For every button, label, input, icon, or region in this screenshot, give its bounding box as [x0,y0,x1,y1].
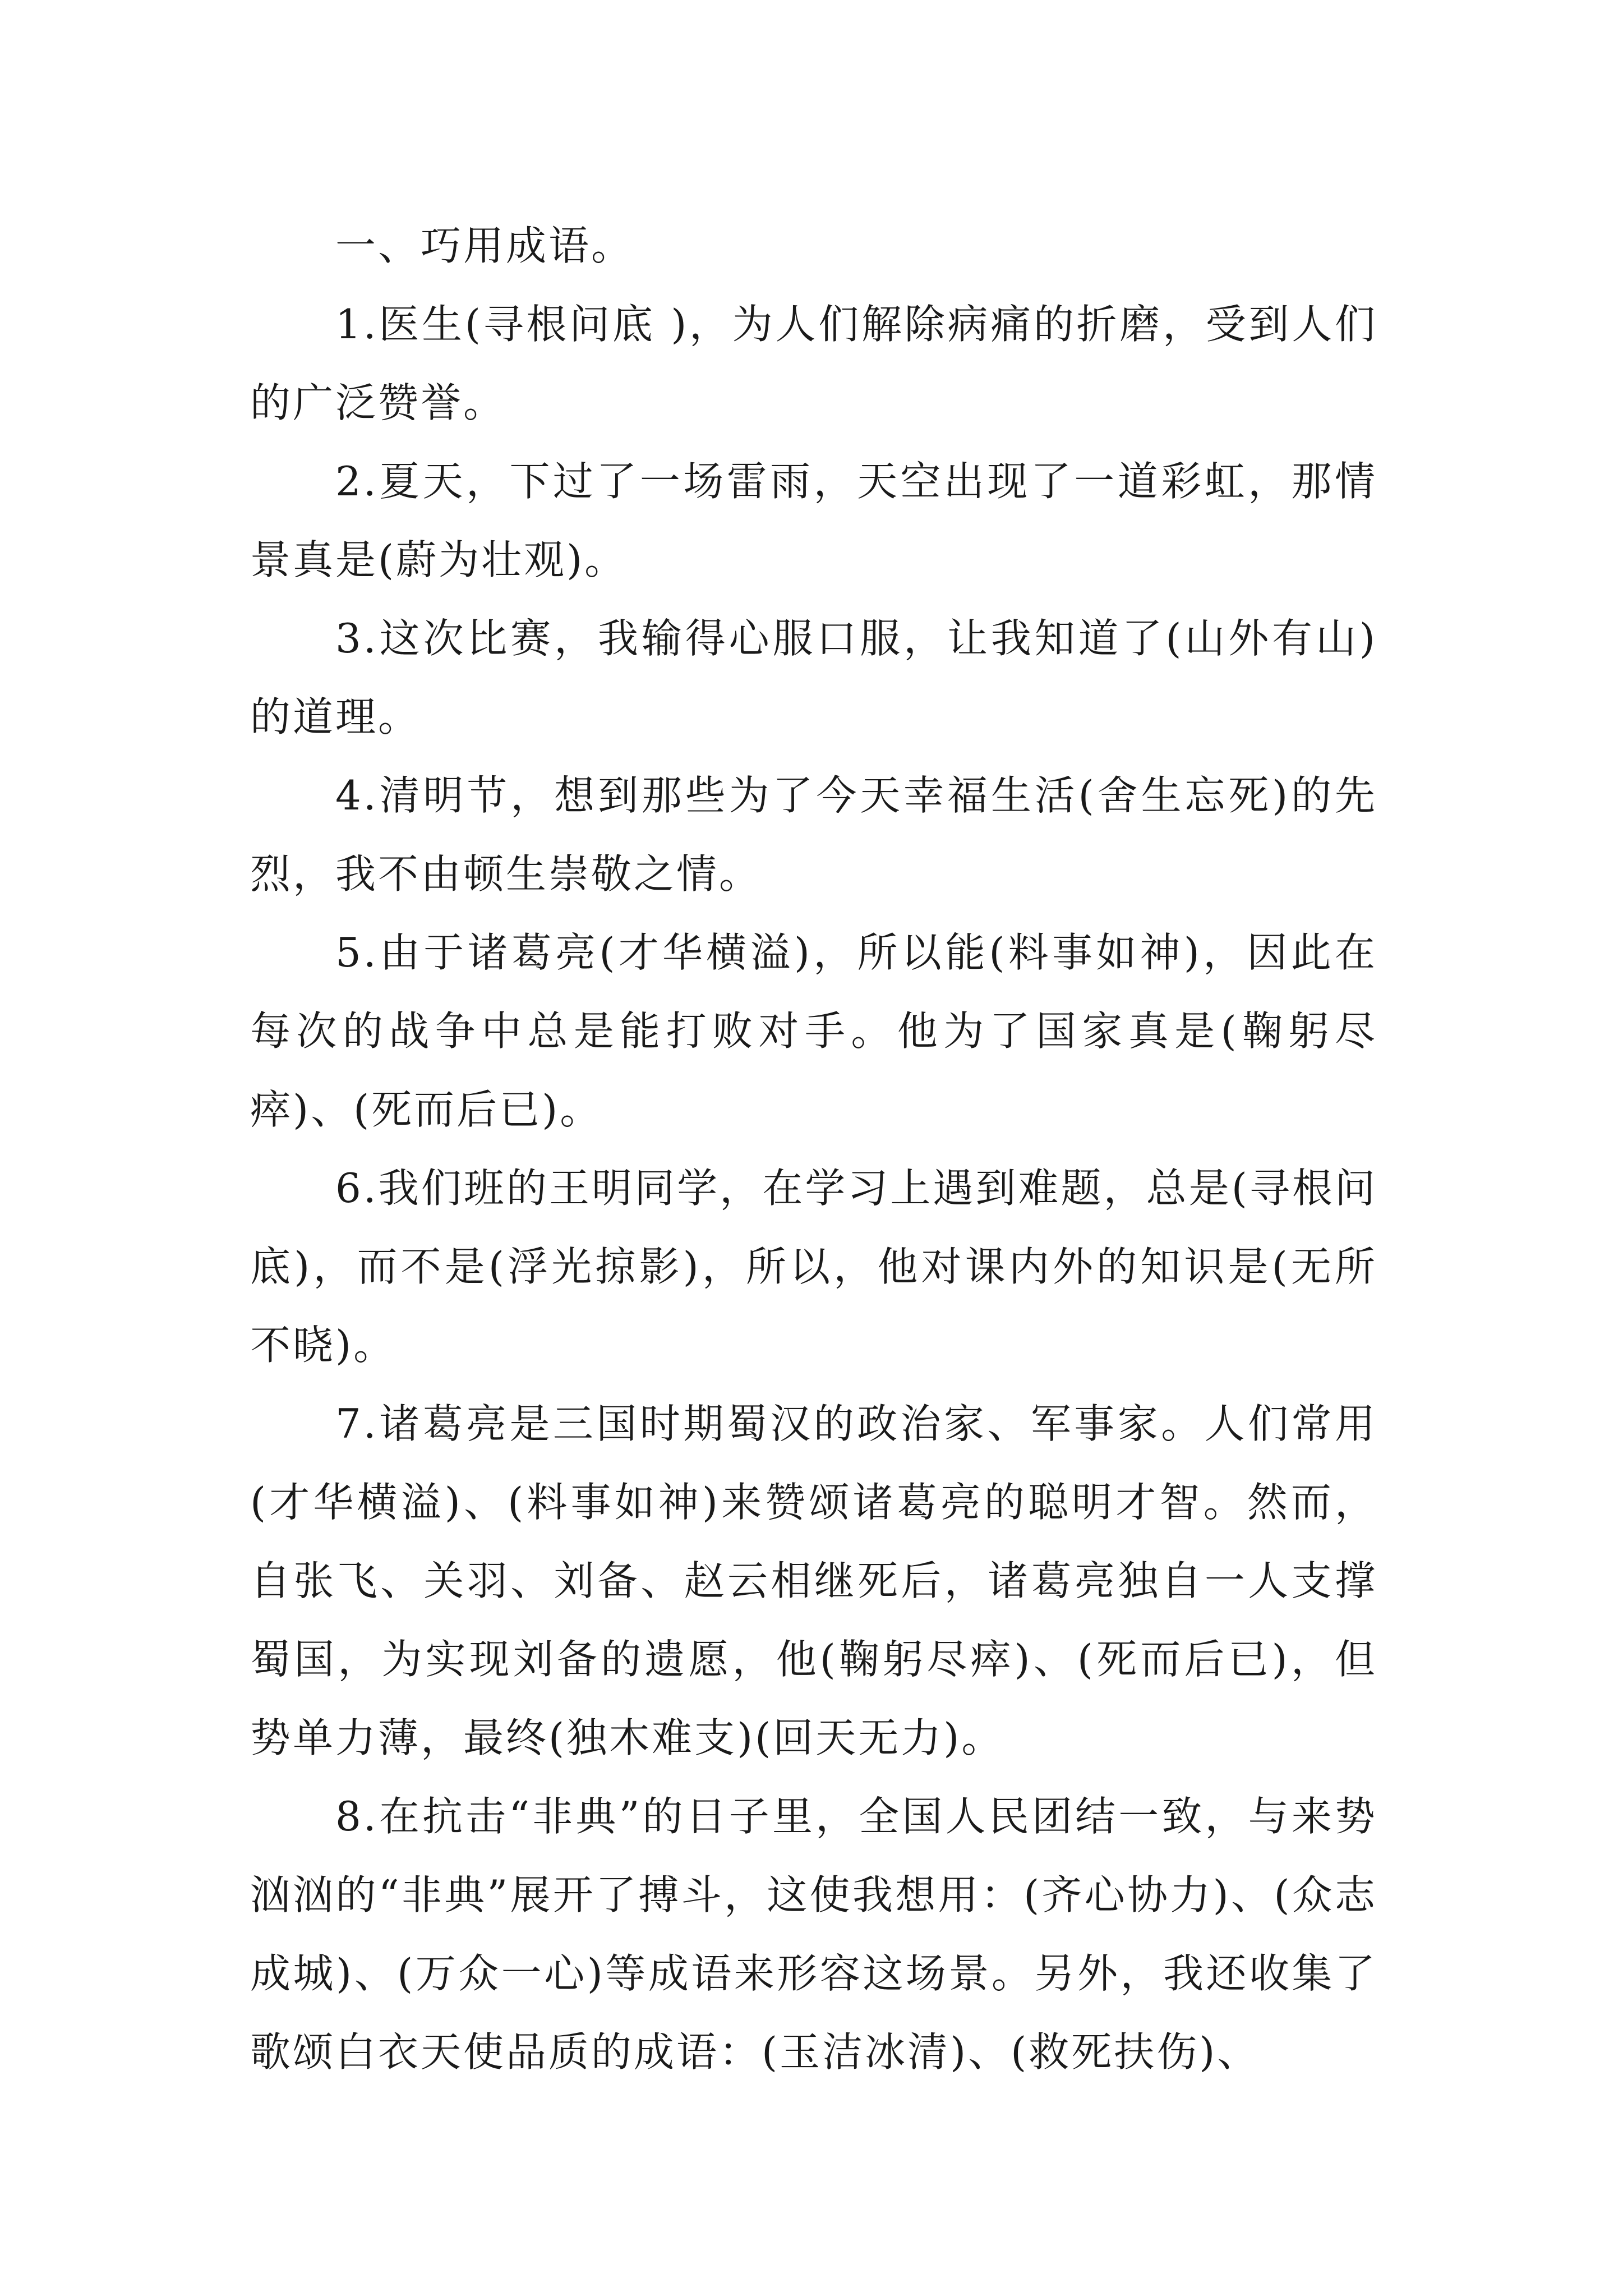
exercise-item-6: 6.我们班的王明同学，在学习上遇到难题，总是(寻根问底)，而不是(浮光掠影)，所以，他对课内外的知识是(无所不晓)。 [250,1165,1377,1369]
exercise-item-2: 2.夏天，下过了一场雷雨，天空出现了一道彩虹，那情景真是(蔚为壮观)。 [250,458,1377,583]
exercise-item-1: 1.医生(寻根问底 )，为人们解除病痛的折磨，受到人们的广泛赞誉。 [250,301,1377,426]
document-body [250,206,1377,2091]
exercise-item-3: 3.这次比赛，我输得心服口服，让我知道了(山外有山)的道理。 [250,615,1377,740]
section-heading: 一、巧用成语。 [335,222,634,269]
exercise-item-7: 7.诸葛亮是三国时期蜀汉的政治家、军事家。人们常用(才华横溢)、(料事如神)来赞颂诸葛亮的聪明才智。然而，自张飞、关羽、刘备、赵云相继死后，诸葛亮独自一人支撑蜀国，为实现刘备的遗愿，他(鞠躬尽瘁)、(死而后已)，但势单力薄，最终(独木难支)(回天无力)。 [250,1400,1377,1761]
exercise-item-8: 8.在抗击“非典”的日子里，全国人民团结一致，与来势汹汹的“非典”展开了搏斗，这使我想用：(齐心协力)、(众志成城)、(万众一心)等成语来形容这场景。另外，我还收集了歌颂白衣天使品质的成语：(玉洁冰清)、(救死扶伤)、 [250,1793,1377,2076]
exercise-item-5: 5.由于诸葛亮(才华横溢)，所以能(料事如神)，因此在每次的战争中总是能打败对手。他为了国家真是(鞠躬尽瘁)、(死而后已)。 [250,929,1377,1133]
exercise-item-4: 4.清明节，想到那些为了今天幸福生活(舍生忘死)的先烈，我不由顿生崇敬之情。 [250,772,1377,898]
